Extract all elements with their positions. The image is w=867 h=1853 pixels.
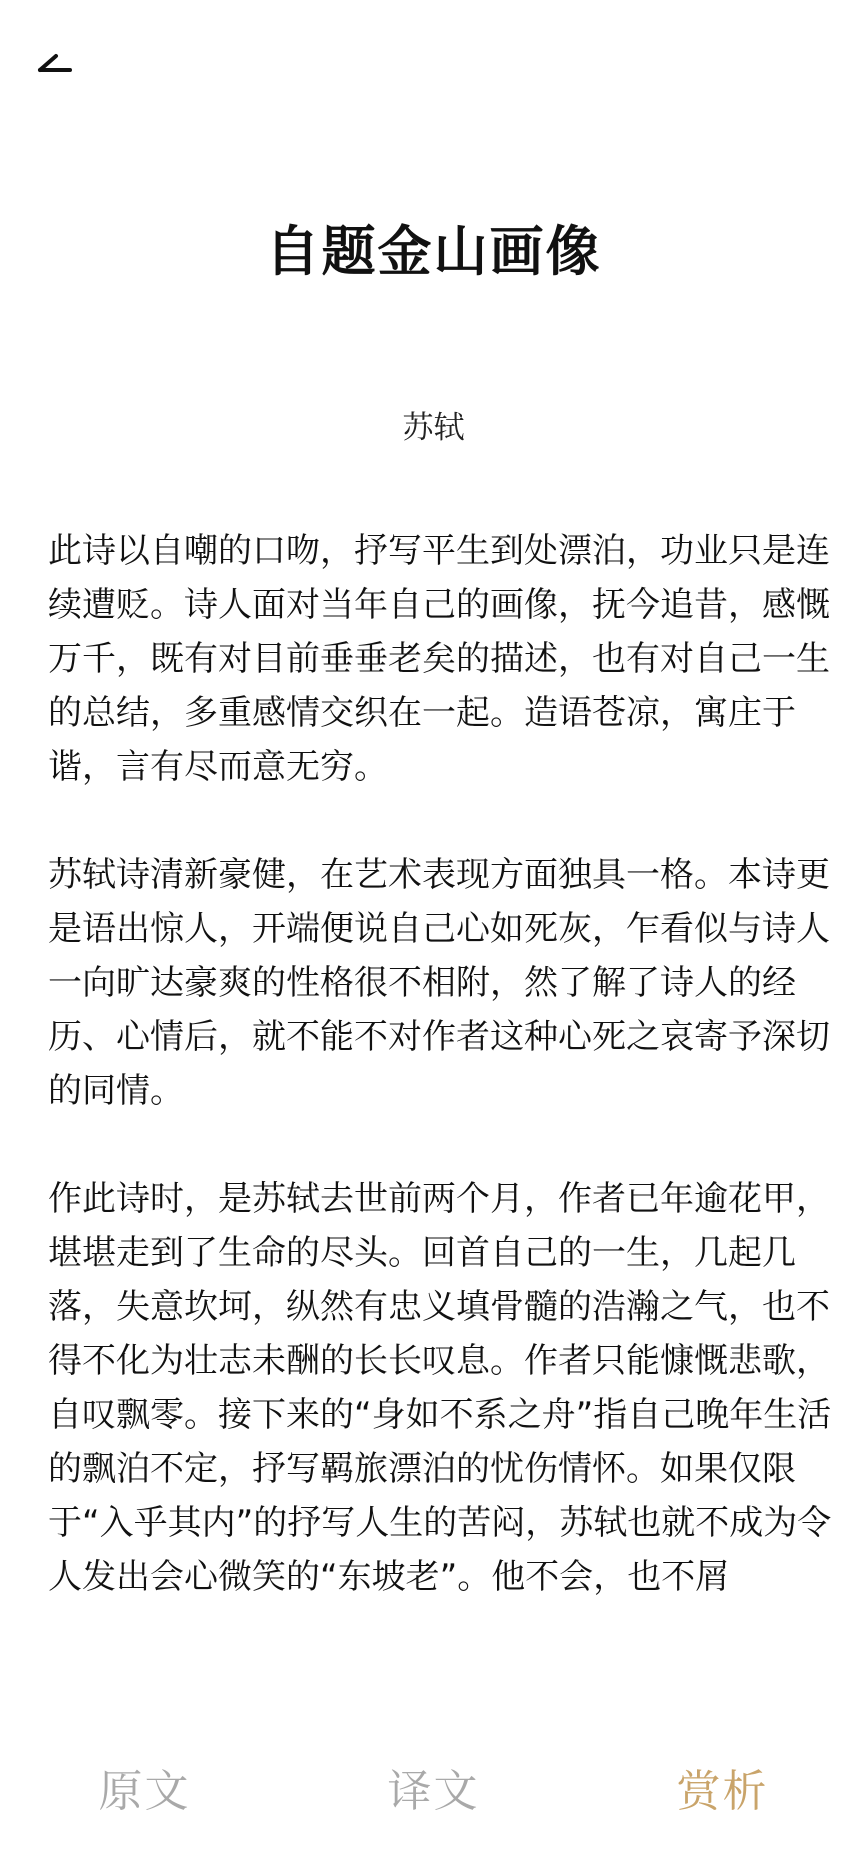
bottom-tab-bar bbox=[0, 1730, 867, 1853]
tab-translation[interactable]: 译文 bbox=[387, 1765, 480, 1817]
appreciation-paragraph: 苏轼诗清新豪健，在艺术表现方面独具一格。本诗更是语出惊人，开端便说自己心如死灰，乍看似与诗人一向旷达豪爽的性格很不相附，然了解了诗人的经历、心情后，就不能不对作者这种心死之哀寄予深切的同情。 bbox=[48, 855, 830, 1111]
back-arrow-icon bbox=[30, 40, 90, 90]
appreciation-content[interactable] bbox=[48, 524, 838, 1720]
back-button[interactable] bbox=[30, 40, 90, 90]
tab-original[interactable]: 原文 bbox=[98, 1765, 191, 1817]
appreciation-paragraph: 此诗以自嘲的口吻，抒写平生到处漂泊，功业只是连续遭贬。诗人面对当年自己的画像，抚今追昔，感慨万千，既有对目前垂垂老矣的描述，也有对自己一生的总结，多重感情交织在一起。造语苍凉，寓庄于谐，言有尽而意无穷。 bbox=[48, 531, 830, 787]
tab-appreciation[interactable]: 赏析 bbox=[676, 1765, 769, 1817]
appreciation-paragraph: 作此诗时，是苏轼去世前两个月，作者已年逾花甲，堪堪走到了生命的尽头。回首自己的一生，几起几落，失意坎坷，纵然有忠义填骨髓的浩瀚之气，也不得不化为壮志未酬的长长叹息。作者只能慷慨悲歌，自叹飘零。接下来的“身如不系之舟”指自己晚年生活的飘泊不定，抒写羁旅漂泊的忧伤情怀。如果仅限于“入乎其内”的抒写人生的苦闷，苏轼也就不成为令人发出会心微笑的“东坡老”。他不会，也不屑 bbox=[48, 1179, 832, 1597]
poem-title: 自题金山画像 bbox=[265, 220, 602, 283]
poem-author: 苏轼 bbox=[402, 410, 465, 446]
